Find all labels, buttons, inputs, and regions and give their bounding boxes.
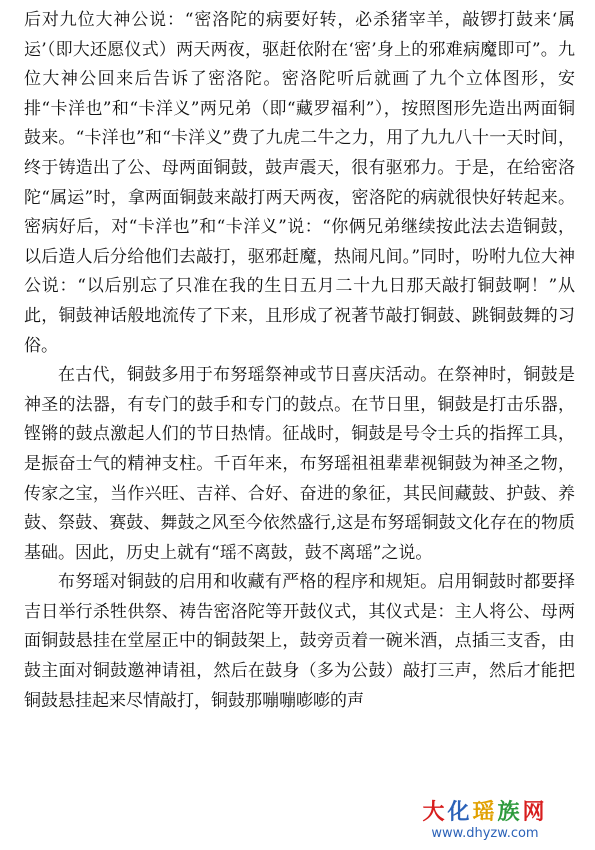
watermark-char: 大 [422, 800, 448, 825]
watermark-char: 网 [522, 800, 548, 825]
paragraph-myth-origin: 后对九位大神公说：“密洛陀的病要好转，必杀猪宰羊，敲锣打鼓来‘属运’（即大还愿仪式）两天两夜，驱赶依附在‘密’身上的邪难病魔即可”。九位大神公回来后告诉了密洛陀。密洛陀听后就画了九个立体图形，安排“卡洋也”和“卡洋义”两兄弟（即“藏罗福利”），按照图形先造出两面铜鼓来。“卡洋也”和“卡洋义”费了九虎二牛之力，用了九九八十一天时间，终于铸造出了公、母两面铜鼓，鼓声震天，很有驱邪力。于是，在给密洛陀“属运”时，拿两面铜鼓来敲打两天两夜，密洛陀的病就很快好转起来。密病好后，对“卡洋也”和“卡洋义”说：“你俩兄弟继续按此法去造铜鼓，以后造人后分给他们去敲打，驱邪赶魔，热闹凡间。”同时，吩咐九位大神公说：“以后别忘了只准在我的生日五月二十九日那天敲打铜鼓啊！”从此，铜鼓神话般地流传了下来，且形成了祝著节敲打铜鼓、跳铜鼓舞的习俗。 [24, 10, 575, 356]
watermark-char: 化 [447, 800, 473, 825]
paragraph-ritual-rules: 布努瑶对铜鼓的启用和收藏有严格的程序和规矩。启用铜鼓时都要择吉日举行杀牲供祭、祷告密洛陀等开鼓仪式，其仪式是：主人将公、母两面铜鼓悬挂在堂屋正中的铜鼓架上，鼓旁贡着一碗米酒，点插三支香，由鼓主面对铜鼓邀神请祖，然后在鼓身（多为公鼓）敲打三声，然后才能把铜鼓悬挂起来尽情敲打，铜鼓那嘣嘣嘭嘭的声 [24, 572, 575, 711]
watermark-url: www.dhyzw.com [431, 826, 539, 841]
site-watermark [385, 800, 585, 842]
watermark-title [385, 800, 585, 826]
paragraph-ancient-use: 在古代，铜鼓多用于布努瑶祭神或节日喜庆活动。在祭神时，铜鼓是神圣的法器，有专门的鼓手和专门的鼓点。在节日里，铜鼓是打击乐器，铿锵的鼓点激起人们的节日热情。征战时，铜鼓是号令士兵的指挥工具，是振奋士气的精神支柱。千百年来，布努瑶祖祖辈辈视铜鼓为神圣之物，传家之宝，当作兴旺、吉祥、合好、奋进的象征，其民间藏鼓、护鼓、养鼓、祭鼓、赛鼓、舞鼓之风至今依然盛行,这是布努瑶铜鼓文化存在的物质基础。因此，历史上就有“瑶不离鼓，鼓不离瑶”之说。 [24, 365, 575, 563]
watermark-char: 族 [497, 800, 523, 825]
watermark-char: 瑶 [472, 800, 498, 825]
